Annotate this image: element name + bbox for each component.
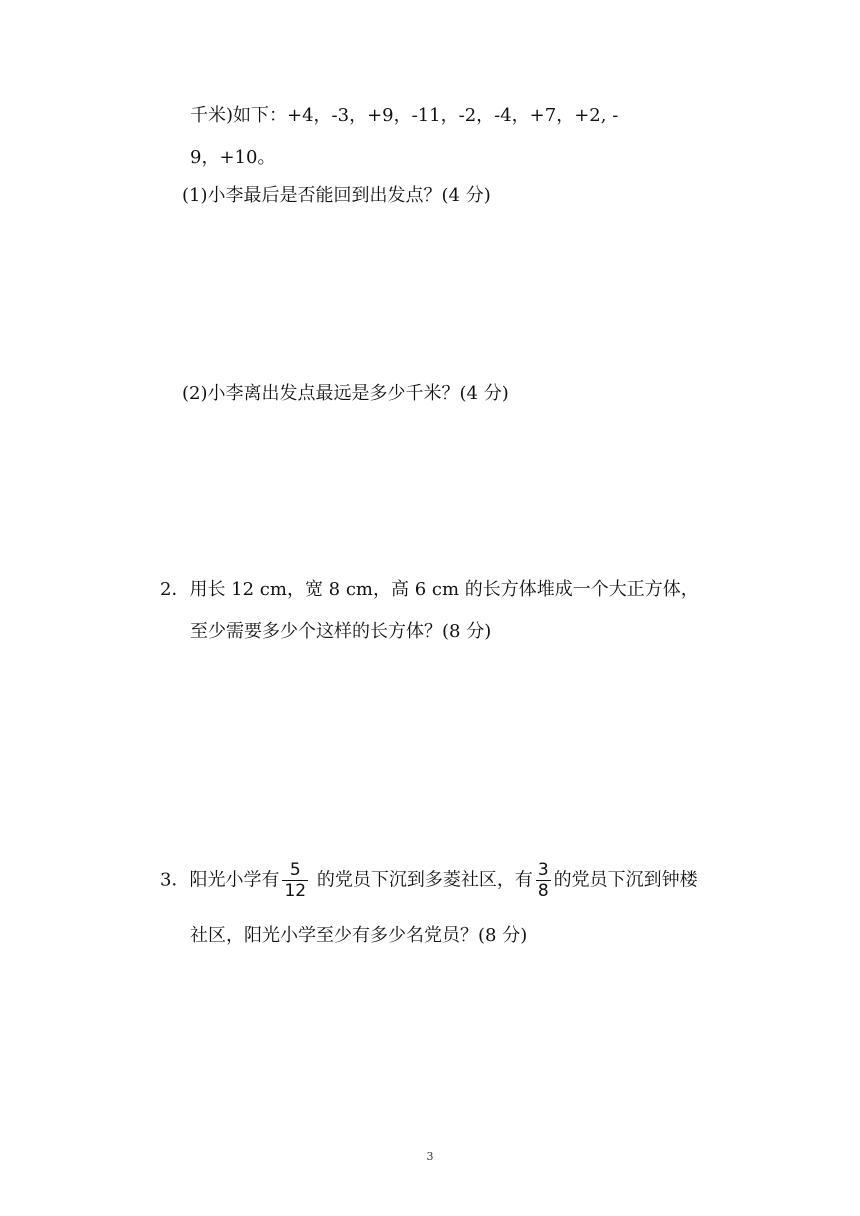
fraction-denominator: 12: [284, 881, 307, 901]
q1-data-line-1: 千米)如下：+4，-3，+9，-11，-2，-4，+7，+2, -: [190, 105, 619, 126]
fraction-five-twelfths: [282, 860, 308, 901]
q2-line-1: 2．用长 12 cm，宽 8 cm，高 6 cm 的长方体堆成一个大正方体，: [160, 579, 699, 600]
fraction-denominator: 8: [537, 881, 549, 901]
q3-middle: 的党员下沉到多菱社区，有: [316, 869, 533, 891]
fraction-numerator: 5: [282, 860, 308, 881]
fraction-numerator: 3: [537, 860, 549, 880]
q2-line-2: 至少需要多少个这样的长方体？(8 分): [190, 621, 492, 642]
q1-subquestion-2: (2)小李离出发点最远是多少千米？(4 分): [182, 383, 509, 404]
q1-subquestion-1: (1)小李最后是否能回到出发点？(4 分): [182, 185, 491, 206]
q1-data-line-2: 9，+10。: [190, 147, 276, 168]
q3-line-2: 社区，阳光小学至少有多少名党员？(8 分): [190, 925, 528, 946]
page-number: 3: [426, 1150, 434, 1163]
q3-suffix: 的党员下沉到钟楼: [553, 869, 698, 891]
q3-prefix: 3．阳光小学有: [160, 869, 280, 891]
fraction-three-eighths: [536, 860, 551, 901]
q3-line-1: [160, 860, 698, 901]
